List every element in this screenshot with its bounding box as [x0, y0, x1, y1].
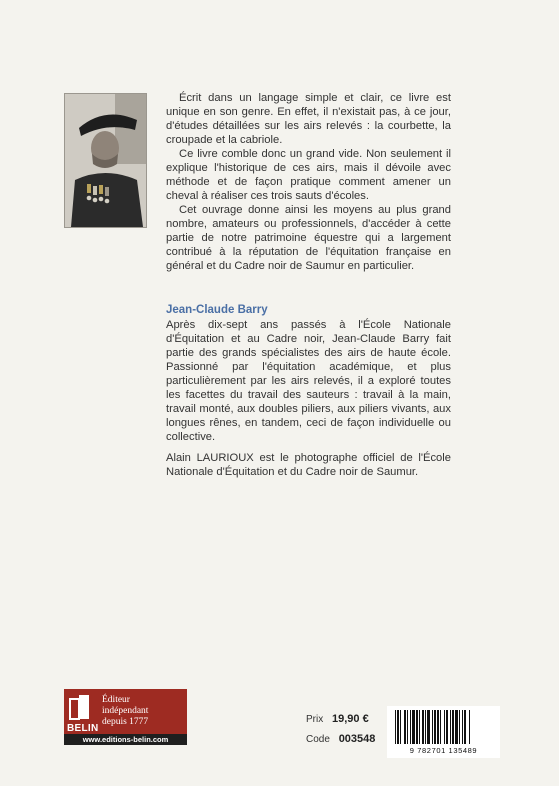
price-label: Prix [306, 714, 324, 725]
barcode-bar [446, 710, 448, 744]
barcode-bar [462, 710, 463, 744]
barcode-number: 9 782701 135489 [409, 746, 478, 755]
barcode-bar [400, 710, 401, 744]
barcode-bar [425, 710, 426, 744]
publisher-url: www.editions-belin.com [64, 734, 187, 745]
barcode-bar [432, 710, 433, 744]
photographer-text: Alain LAURIOUX est le photographe officiel de l'École Nationale d'Équitation et du Cadre noir de Saumur. [166, 452, 451, 478]
author-portrait-image [65, 94, 146, 227]
author-photo [64, 93, 147, 228]
barcode-bar [397, 710, 399, 744]
author-bio-section [166, 303, 451, 444]
blurb-paragraph-2: Ce livre comble donc un grand vide. Non seulement il explique l'historique de ces airs, mais il dévoile avec méthode et de façon pratique comment amener un cheval à réaliser ces trois sauts d'écoles. [166, 148, 451, 202]
barcode-bar [464, 710, 466, 744]
barcode-bar [412, 710, 415, 744]
author-name: Jean-Claude Barry [166, 304, 268, 316]
publisher-tagline-2: indépendant [102, 706, 149, 716]
photographer-credit [166, 451, 451, 479]
price-row [306, 713, 369, 725]
barcode-bar [459, 710, 460, 744]
publisher-tagline-1: Éditeur [102, 695, 130, 705]
barcode-bar [422, 710, 424, 744]
author-bio: Après dix-sept ans passés à l'École Nationale d'Équitation et au Cadre noir, Jean-Claude Barry fait partie des grands spécialistes des airs de haute école. Passionné par l'équitation académique, et plus particulièrement par les airs relevés, il a exploré toutes les facettes du travail des sauteurs : travail à la main, travail monté, aux doubles piliers, aux piliers vivants, aux longues rênes, en tandem, ceci de façon individuelle ou collective. [166, 319, 451, 443]
code-row [306, 733, 375, 745]
publisher-name: BELIN [67, 723, 99, 734]
publisher-tagline [102, 695, 186, 728]
barcode-bar [427, 710, 430, 744]
barcode-bar [434, 710, 436, 744]
barcode-bar [450, 710, 451, 744]
code-value: 003548 [338, 733, 376, 745]
barcode-bars [395, 710, 492, 744]
barcode-bar [469, 710, 470, 744]
barcode-bar [416, 710, 418, 744]
barcode-bar [410, 710, 411, 744]
blurb-text [166, 91, 451, 273]
barcode-bar [452, 710, 454, 744]
price-value: 19,90 € [332, 713, 369, 725]
isbn-barcode [387, 706, 500, 758]
barcode-bar [404, 710, 406, 744]
barcode-bar [440, 710, 441, 744]
barcode-bar [395, 710, 396, 744]
blurb-paragraph-3: Cet ouvrage donne ainsi les moyens au plus grand nombre, amateurs ou professionnels, d'accéder à cette partie de notre patrimoine équestre qui a largement contribué à la réputation de l'équitation française en général et du Cadre noir de Saumur en particulier. [166, 204, 451, 272]
barcode-bar [419, 710, 420, 744]
barcode-bar [407, 710, 408, 744]
blurb-paragraph-1: Écrit dans un langage simple et clair, ce livre est unique en son genre. En effet, il n'existait pas, à ce jour, d'études détaillées sur les airs relevés : la courbette, la croupade et la cabriole. [166, 92, 451, 146]
barcode-bar [437, 710, 439, 744]
barcode-bar [444, 710, 445, 744]
code-label: Code [306, 734, 330, 745]
publisher-tagline-3: depuis 1777 [102, 717, 149, 727]
belin-logo-icon [68, 693, 92, 721]
barcode-bar [455, 710, 458, 744]
